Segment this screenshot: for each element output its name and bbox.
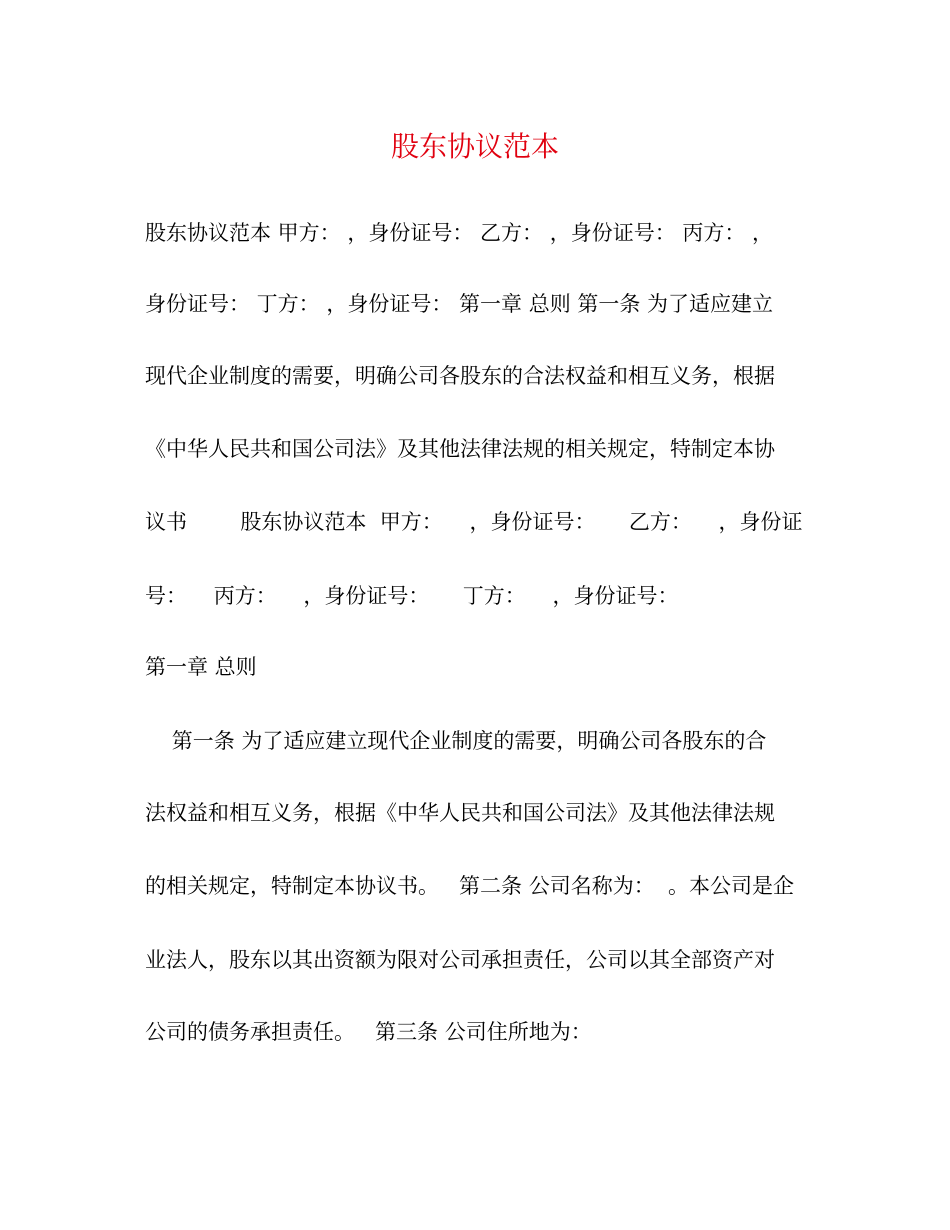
body-line-8: 第一条 为了适应建立现代企业制度的需要，明确公司各股东的合	[145, 729, 767, 753]
body-line-9: 法权益和相互义务，根据《中华人民共和国公司法》及其他法律法规	[145, 801, 775, 825]
body-line-1: 股东协议范本 甲方： ，身份证号： 乙方： ，身份证号： 丙方： ，	[145, 221, 774, 245]
page-title: 股东协议范本	[390, 130, 559, 163]
body-line-12: 公司的债务承担责任。 第三条 公司住所地为：	[145, 1020, 592, 1044]
body-line-4: 《中华人民共和国公司法》及其他法律法规的相关规定，特制定本协	[145, 437, 775, 461]
body-line-3: 现代企业制度的需要，明确公司各股东的合法权益和相互义务，根据	[145, 364, 775, 388]
body-line-5: 议书 股东协议范本 甲方： ，身份证号： 乙方： ，身份证	[145, 510, 803, 534]
body-line-6: 号： 丙方： ，身份证号： 丁方： ，身份证号：	[145, 584, 679, 608]
body-line-2: 身份证号： 丁方： ，身份证号： 第一章 总则 第一条 为了适应建立	[145, 292, 774, 316]
body-line-10: 的相关规定，特制定本协议书。 第二条 公司名称为： 。本公司是企	[145, 874, 795, 898]
body-line-11: 业法人，股东以其出资额为限对公司承担责任，公司以其全部资产对	[145, 948, 775, 972]
chapter-heading: 第一章 总则	[145, 655, 257, 679]
